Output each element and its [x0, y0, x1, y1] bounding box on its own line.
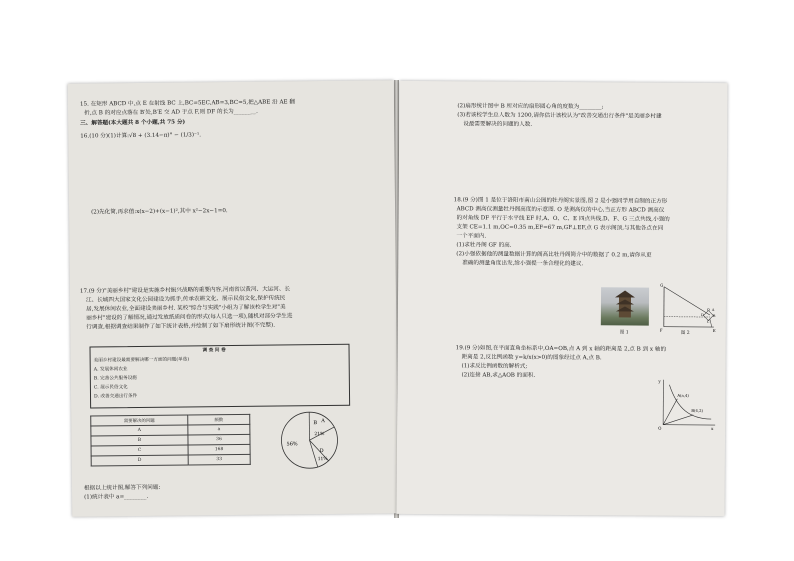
table-cell: 168: [188, 444, 250, 455]
label-g: G: [660, 282, 664, 288]
q18-subquestion2-line2: 准确的测量角度出发,给小强提一条合理化的建议.: [462, 260, 584, 268]
pie-label-d: D: [319, 448, 324, 455]
section-heading: 三、解答题(本大题共 8 个小题,共 75 分): [80, 119, 186, 127]
q19-subquestion1: (1)求反比例函数的解析式;: [461, 363, 528, 370]
q15-line1: 15. 在矩形 ABCD 中,点 E 在射线 BC 上,BC=5EC,AB=3,BC=5,把△ABE 沿 AE 翻: [79, 99, 295, 108]
pie-label-a: A: [321, 418, 325, 425]
label-d: D: [700, 312, 704, 317]
q17-subquestion3-line1: (3)若该校学生总人数为 1200,请你估计该校认为"改善交通出行条件"是美丽乡村建: [457, 112, 662, 120]
pavilion-photo: [601, 287, 649, 325]
pavilion-roof: [616, 299, 634, 304]
survey-option-d: D. 改善交通出行条件: [93, 394, 138, 400]
q18-subquestion2-line1: (2)小强依据他的测量数据计算的阁高比牡丹阁简介中的数据了 0.2 m,请你从更: [456, 251, 652, 259]
survey-box: [89, 344, 350, 409]
figure1-caption: 图 1: [619, 330, 629, 336]
right-page: [396, 81, 727, 516]
measurement-diagram: [660, 283, 720, 333]
table-cell: D: [91, 455, 188, 466]
origin-label: O: [658, 425, 662, 431]
table-header: 需要解决的问题: [91, 415, 188, 426]
frequency-table: [90, 414, 251, 467]
q17-instruction: 根据以上统计图,解答下列问题:: [83, 484, 161, 492]
pie-percent-b: 21%: [314, 432, 325, 438]
q16-part1: 16.(10 分)(1)计算:√8 + (3.14−π)° − (1/3)⁻¹.: [80, 132, 202, 140]
point-a-label: A(a,4): [677, 392, 689, 398]
label-o: O: [706, 308, 710, 313]
table-cell: a: [188, 424, 250, 435]
label-b: B: [712, 314, 716, 319]
pavilion-image: [601, 287, 649, 325]
q17-line4: 丽乡村"建设的了解情况,通过发放纸质问卷的形式(每人只选一项),随机对部分学生进: [86, 313, 293, 322]
table-cell: A: [91, 425, 188, 436]
table-header: 频数: [188, 414, 250, 425]
label-c: C: [706, 320, 710, 325]
q17-line2: 江、长城四大国家文化公园建设为抓手,传承农耕文化、展示民俗文化,保护传统民: [85, 295, 286, 304]
left-page: [68, 80, 399, 516]
label-a: A: [711, 308, 715, 313]
q17-line3: 居,发展休闲农业,全面建设美丽乡村. 某校"综合与实践"小组为了解该校学生对"美: [86, 304, 286, 313]
q18-line2: ABCD 测高仪测量牡丹阁高度的示意图. O 是测高仪的中心,当正方形 ABCD 测高仪: [456, 206, 665, 214]
q17-subquestion1: (1)统计表中 a=________.: [84, 493, 149, 501]
q18-line3: 的对角线 DF 平行于水平线 EF 时,A、O、C、E 四点共线,D、F、G 三点共线,小强的: [456, 215, 670, 223]
table-cell: C: [91, 445, 188, 456]
support-ce: [710, 319, 712, 327]
q18-line5: 一个平面内.: [456, 233, 487, 240]
table-cell: B: [91, 435, 188, 446]
label-f: F: [659, 327, 663, 333]
q17-line1: 17.(9 分)"美丽乡村"建设是实施乡村振兴战略的重要内容,河南省以黄河、大运河、长: [79, 286, 291, 295]
figure2-caption: 图 2: [680, 330, 690, 336]
survey-option-c: C. 展示民俗文化: [93, 385, 128, 391]
q19-line2: 距离是 2,反比例函数 y=k/x(x>0)的图象经过点 A,点 B.: [461, 354, 602, 362]
table-cell: 36: [188, 434, 250, 445]
q15-line2: 折,点 B 的对应点落在 B′处,B′E 交 AD 于点 F,则 DF 的长为________.: [84, 108, 258, 117]
q17-subquestion2: (2)扇形统计图中 B 所对应的扇形圆心角的度数为________;: [457, 103, 604, 111]
pie-label-b: B: [313, 420, 318, 427]
point-b-label: B(4,2): [691, 407, 704, 413]
table-row: [91, 454, 250, 466]
sight-line: [664, 287, 710, 315]
q17-line5: 行调查,根据调查结果制作了如下统计表格,并绘制了如下扇形统计图(不完整).: [86, 322, 276, 331]
pie-percent-d: 11%: [317, 457, 328, 463]
survey-option-b: B. 完善公共服务设施: [93, 376, 137, 382]
pavilion-roof: [615, 290, 635, 297]
q18-line1: 18.(9 分)图 1 是位于洛阳市南山公园的牡丹阁实景图,图 2 是小强同学用自制的正方形: [453, 197, 668, 205]
pie-chart: [277, 408, 342, 473]
survey-question: 美丽乡村建设最需要解决哪一方面的问题(单选): [93, 357, 190, 364]
pie-percent-c: 56%: [286, 441, 298, 448]
table-cell: 33: [188, 454, 250, 465]
pavilion-roof: [616, 306, 634, 311]
label-e: E: [712, 328, 716, 334]
survey-title: 调 查 问 卷: [202, 348, 226, 354]
q19-subquestion2: (2)连接 AB,求△AOB 的面积.: [461, 372, 536, 379]
q16-part2: (2)先化简,再求值:x(x−2)+(x−1)²,其中 x²−2x−1=0.: [91, 208, 228, 216]
q19-line1: 19.(9 分)如图,在平面直角坐标系中,OA=OB,点 A 到 x 轴的距离是 2,点 B 到 x 轴的: [455, 345, 667, 353]
survey-option-a: A. 发展休闲农业: [93, 367, 128, 373]
axis-label-x: x: [711, 426, 714, 432]
q18-line4: 支架 CE=1.1 m,OC=0.35 m,EF=67 m,GF⊥EF,点 G 表示阁顶,与其他各点在同: [456, 224, 664, 232]
q18-subquestion1: (1)求牡丹阁 GF 的高.: [456, 242, 512, 249]
coordinate-graph: [655, 377, 717, 431]
q17-subquestion3-line2: 设最需要解决的问题的人数.: [463, 121, 533, 128]
axis-label-y: y: [658, 378, 661, 384]
